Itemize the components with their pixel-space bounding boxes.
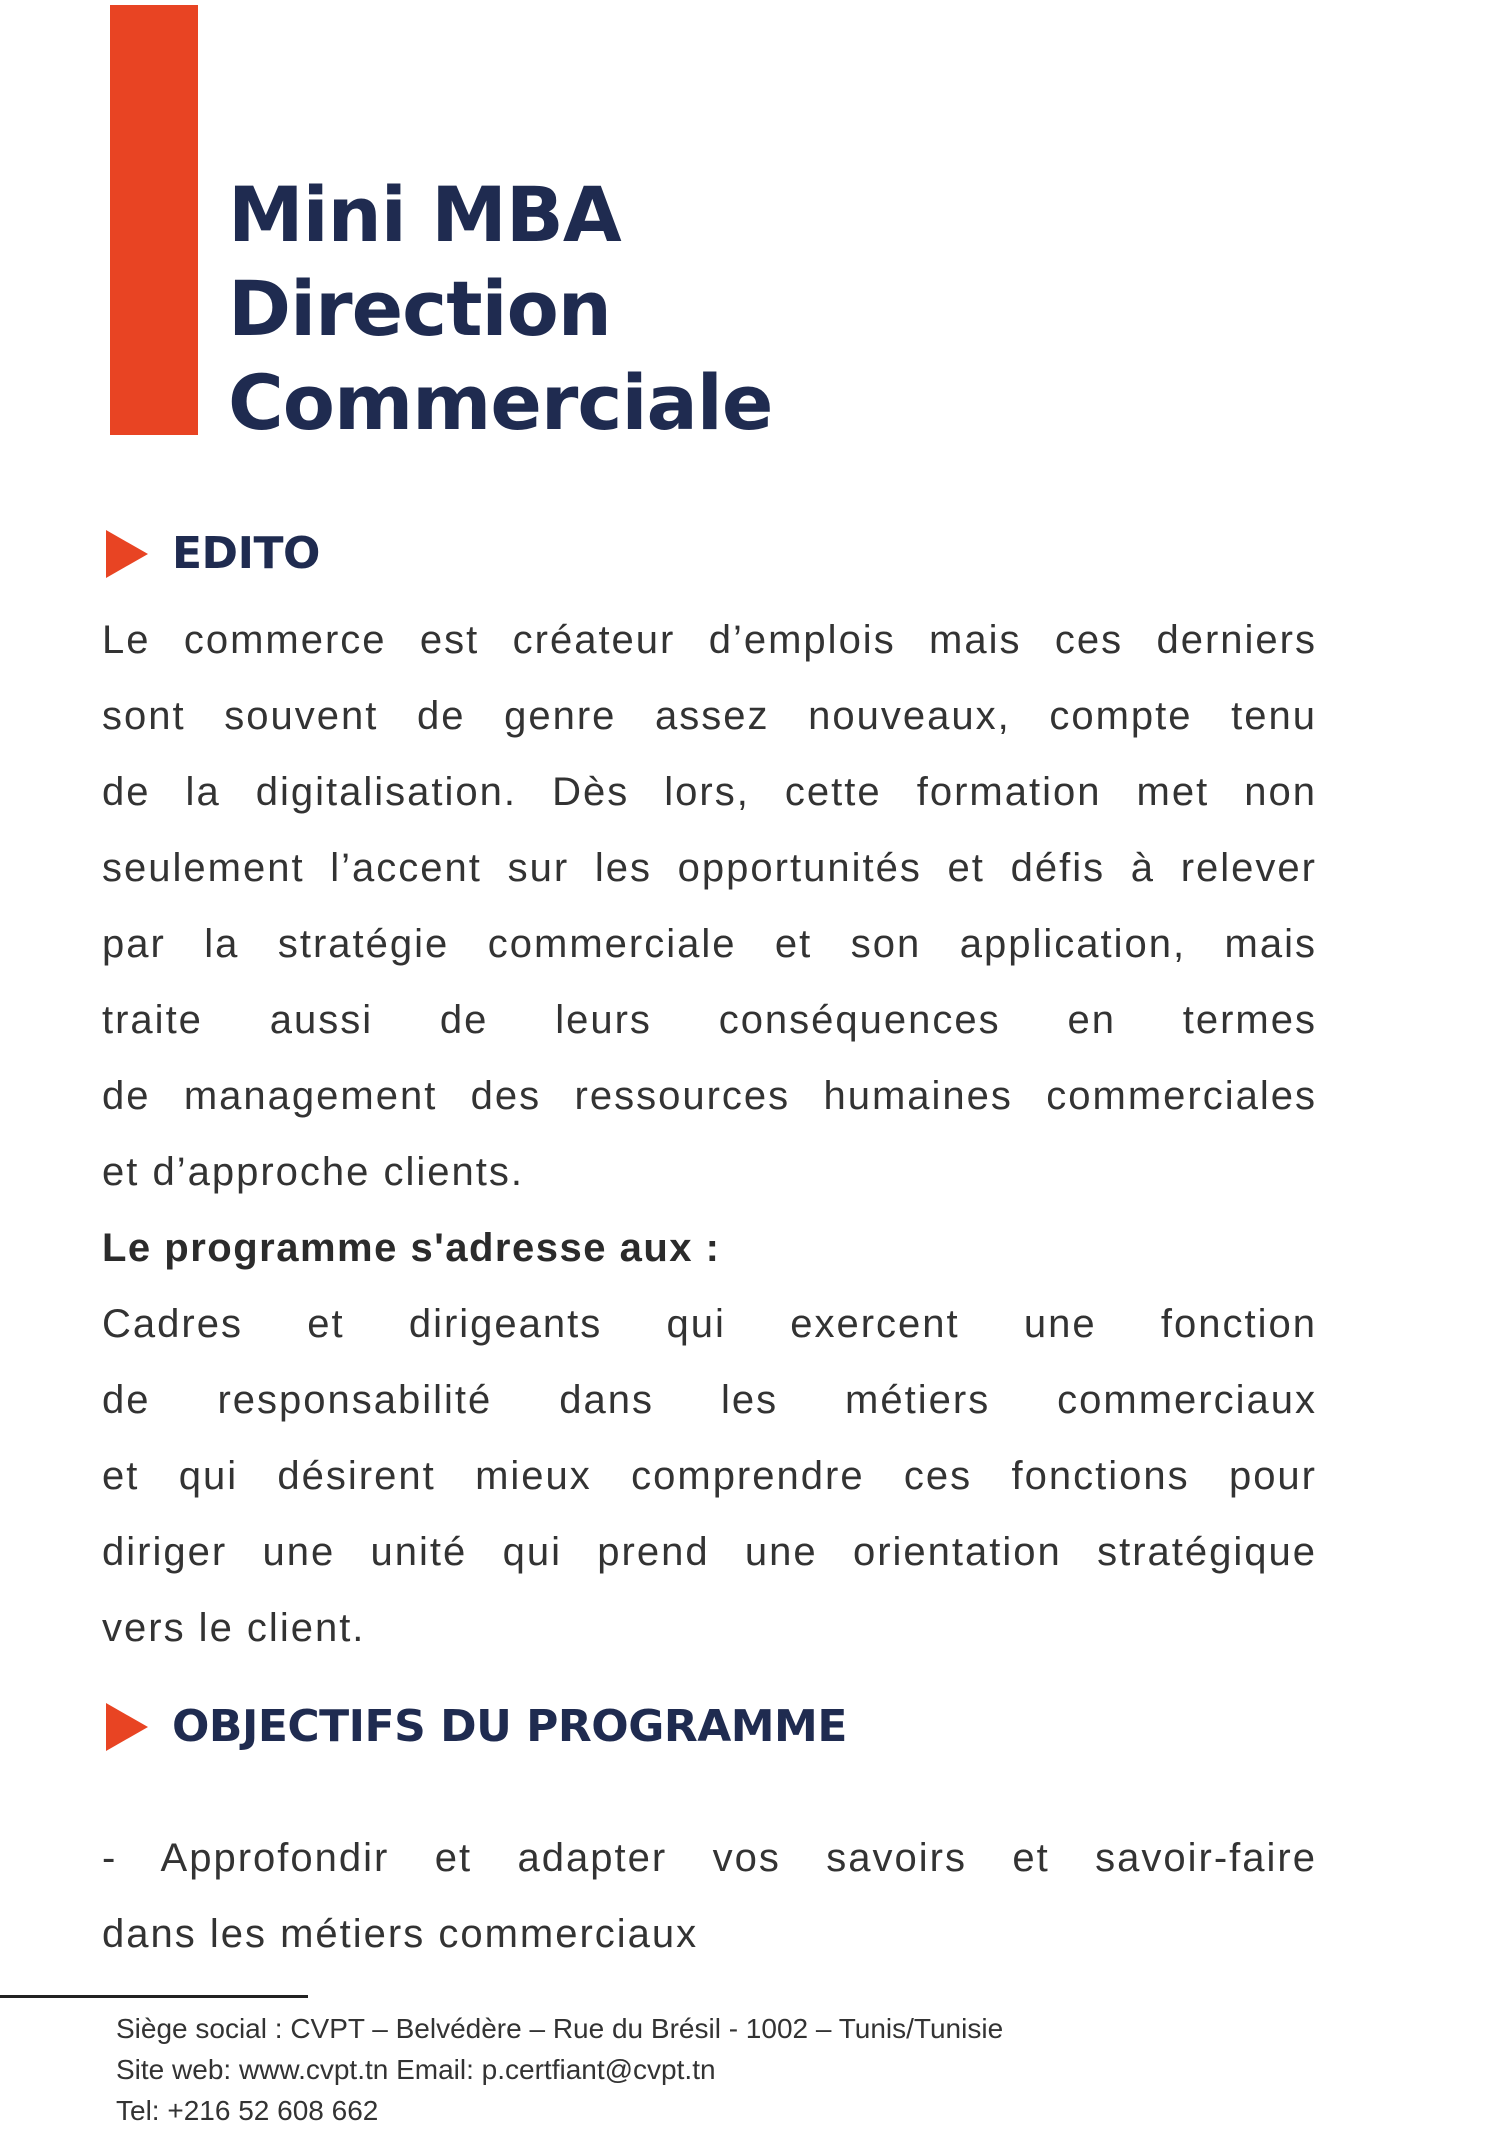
section-heading-objectifs (106, 1701, 847, 1752)
section-heading-label: EDITO (172, 528, 320, 579)
text-line: dans les métiers commerciaux (102, 1912, 699, 1956)
text-line: et qui désirent mieux comprendre ces fonctions pour (102, 1454, 1317, 1498)
text-line: sont souvent de genre assez nouveaux, compte tenu (102, 694, 1317, 738)
triangle-bullet-icon (106, 530, 148, 578)
text-line: Cadres et dirigeants qui exercent une fonction (102, 1302, 1317, 1346)
footer (116, 2008, 1003, 2131)
edito-text (102, 602, 1317, 1666)
page-title (228, 168, 772, 450)
footer-divider (0, 1995, 308, 1998)
triangle-bullet-icon (106, 1703, 148, 1751)
title-line: Commerciale (228, 358, 773, 447)
text-line: de responsabilité dans les métiers commerciaux (102, 1378, 1317, 1422)
footer-web: Site web: www.cvpt.tn Email: p.certfiant@cvpt.tn (116, 2054, 716, 2085)
text-line: de management des ressources humaines commerciales (102, 1074, 1317, 1118)
audience-label: Le programme s'adresse aux : (102, 1226, 721, 1270)
text-line: diriger une unité qui prend une orientation stratégique (102, 1530, 1317, 1574)
text-line: seulement l’accent sur les opportunités et défis à relever (102, 846, 1317, 890)
section-heading-label: OBJECTIFS DU PROGRAMME (172, 1701, 847, 1752)
text-line: et d’approche clients. (102, 1150, 525, 1194)
footer-address: Siège social : CVPT – Belvédère – Rue du Brésil - 1002 – Tunis/Tunisie (116, 2013, 1004, 2044)
title-line: Mini MBA (228, 170, 621, 259)
accent-bar (110, 5, 198, 435)
section-heading-edito (106, 528, 320, 579)
objectifs-text (102, 1820, 1317, 1972)
text-line: - Approfondir et adapter vos savoirs et savoir-faire (102, 1836, 1317, 1880)
text-line: de la digitalisation. Dès lors, cette formation met non (102, 770, 1317, 814)
text-line: traite aussi de leurs conséquences en termes (102, 998, 1317, 1042)
footer-tel: Tel: +216 52 608 662 (116, 2095, 379, 2126)
text-line: vers le client. (102, 1606, 366, 1650)
text-line: Le commerce est créateur d’emplois mais ces derniers (102, 618, 1317, 662)
title-line: Direction (228, 264, 611, 353)
text-line: par la stratégie commerciale et son application, mais (102, 922, 1317, 966)
